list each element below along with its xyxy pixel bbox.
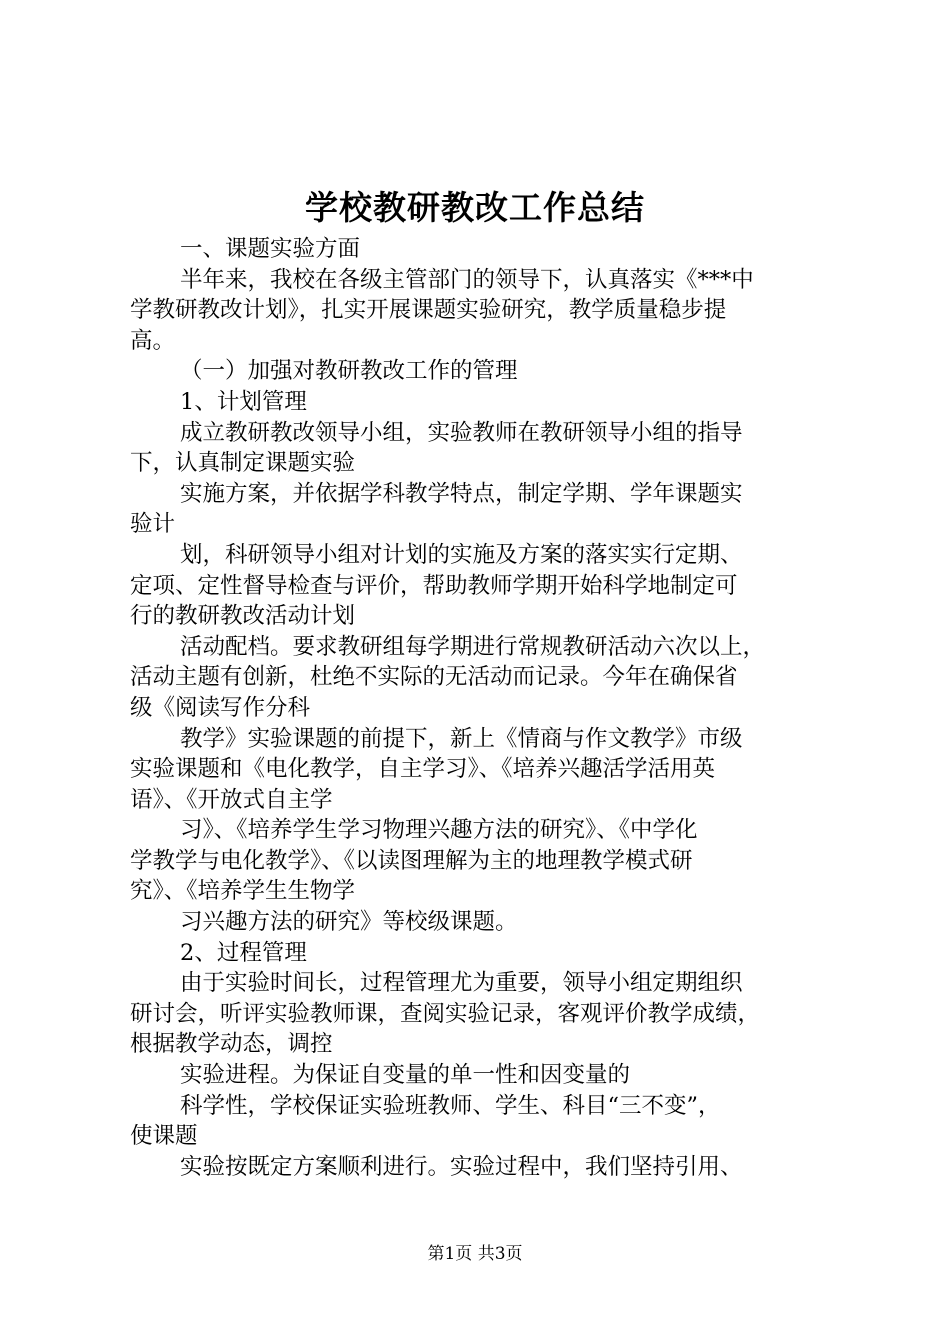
text-line: 实验按既定方案顺利进行。实验过程中，我们坚持引用、 xyxy=(180,1153,743,1180)
text-line: 1、计划管理 xyxy=(180,388,307,415)
text-line: 根据教学动态，调控 xyxy=(130,1031,333,1058)
text-line: 活动配档。要求教研组每学期进行常规教研活动六次以上， xyxy=(180,633,766,660)
text-line: 习》、《培养学生学习物理兴趣方法的研究》、《中学化 xyxy=(180,817,698,844)
text-line: 级《阅读写作分科 xyxy=(130,694,311,721)
text-line: 学教研教改计划》，扎实开展课题实验研究，教学质量稳步提 xyxy=(130,297,727,324)
text-line: 实施方案，并依据学科教学特点，制定学期、学年课题实 xyxy=(180,480,743,507)
text-line: 一、课题实验方面 xyxy=(180,236,361,262)
text-line: 实验课题和《电化教学，自主学习》、《培养兴趣活学活用英 xyxy=(130,756,716,783)
text-line: 半年来，我校在各级主管部门的领导下，认真落实《***中 xyxy=(180,266,754,293)
document-title: 学校教研教改工作总结 xyxy=(305,188,645,227)
text-line: 使课题 xyxy=(130,1123,198,1150)
text-line: 学教学与电化教学》、《以读图理解为主的地理教学模式研 xyxy=(130,847,693,874)
text-line: 验计 xyxy=(130,511,176,538)
text-line: 高。 xyxy=(130,327,176,354)
page-footer: 第1页 共3页 xyxy=(427,1244,523,1264)
text-line: 行的教研教改活动计划 xyxy=(130,603,356,630)
text-line: 研讨会，听评实验教师课，查阅实验记录，客观评价教学成绩， xyxy=(130,1000,761,1027)
text-line: 定项、定性督导检查与评价，帮助教师学期开始科学地制定可 xyxy=(130,572,738,599)
text-line: （一）加强对教研教改工作的管理 xyxy=(180,358,518,385)
text-line: 划，科研领导小组对计划的实施及方案的落实实行定期、 xyxy=(180,541,743,568)
text-line: 实验进程。为保证自变量的单一性和因变量的 xyxy=(180,1062,631,1089)
text-line: 科学性，学校保证实验班教师、学生、科目“三不变”， xyxy=(180,1092,721,1119)
text-line: 究》、《培养学生生物学 xyxy=(130,878,356,905)
text-line: 习兴趣方法的研究》等校级课题。 xyxy=(180,909,518,936)
document-body xyxy=(130,234,830,1182)
text-line: 2、过程管理 xyxy=(180,939,307,966)
text-line: 教学》实验课题的前提下，新上《情商与作文教学》市级 xyxy=(180,725,743,752)
text-line: 由于实验时间长，过程管理尤为重要，领导小组定期组织 xyxy=(180,970,743,997)
text-line: 下，认真制定课题实验 xyxy=(130,450,356,477)
text-line: 活动主题有创新，杜绝不实际的无活动而记录。今年在确保省 xyxy=(130,664,738,691)
text-line: 语》、《开放式自主学 xyxy=(130,786,333,813)
text-line: 成立教研教改领导小组，实验教师在教研领导小组的指导 xyxy=(180,419,743,446)
